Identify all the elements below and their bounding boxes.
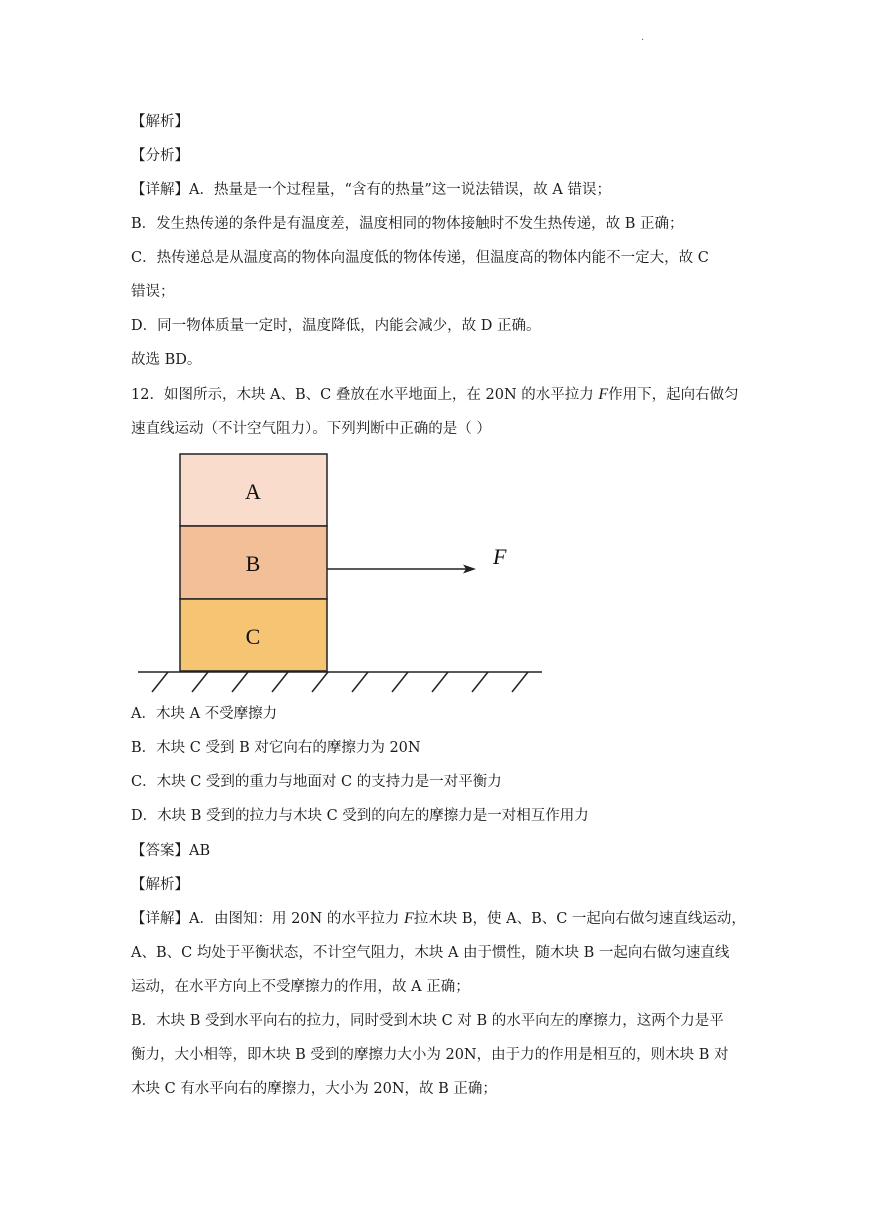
page-marker: . — [641, 32, 645, 43]
hatch-mark — [152, 672, 168, 692]
hatch-mark — [512, 672, 528, 692]
detail-a-text: A．热量是一个过程量，“含有的热量”这一说法错误，故 A 错误； — [189, 182, 611, 198]
block-a-label: A — [245, 479, 261, 504]
stem-text-b: 作用下，起向右做匀 — [608, 387, 739, 403]
stem-text-a: 12．如图所示，木块 A、B、C 叠放在水平地面上，在 20N 的水平拉力 — [131, 387, 599, 403]
answer-detail-b3: 木块 C 有水平向右的摩擦力，大小为 20N，故 B 正确； — [131, 1081, 497, 1097]
answer-force-symbol: F — [403, 910, 414, 927]
hatch-mark — [352, 672, 368, 692]
choice-line: 故选 BD。 — [131, 352, 202, 368]
block-b-label: B — [245, 551, 261, 576]
answer-analysis-heading: 【解析】 — [131, 877, 189, 893]
detail-line-b: B．发生热传递的条件是有温度差，温度相同的物体接触时不发生热传递，故 B 正确； — [131, 216, 684, 232]
hatch-mark — [192, 672, 208, 692]
hatch-mark — [392, 672, 408, 692]
option-a: A．木块 A 不受摩擦力 — [131, 706, 278, 722]
answer-detail-a3: 运动，在水平方向上不受摩擦力的作用，故 A 正确； — [131, 979, 470, 995]
option-b: B．木块 C 受到 B 对它向右的摩擦力为 20N — [131, 740, 421, 756]
option-d: D．木块 B 受到的拉力与木块 C 受到的向左的摩擦力是一对相互作用力 — [131, 808, 589, 824]
answer-label: 【答案】AB — [131, 843, 211, 859]
block-diagram — [138, 443, 548, 697]
answer-a1-text-b: 拉木块 B，使 A、B、C 一起向右做匀速直线运动， — [413, 911, 746, 927]
force-symbol: F — [598, 386, 609, 403]
answer-a1-text-a: A．由图知：用 20N 的水平拉力 — [189, 911, 404, 927]
detail-line-a — [131, 180, 611, 200]
analysis-heading: 【解析】 — [131, 114, 189, 130]
fenxi-heading: 【分析】 — [131, 148, 189, 164]
hatch-mark — [432, 672, 448, 692]
detail-line-c2: 错误； — [131, 284, 175, 300]
answer-detail-a2: A、B、C 均处于平衡状态，不计空气阻力，木块 A 由于惯性，随木块 B 一起向右做匀速直线 — [131, 945, 730, 961]
block-c-label: C — [245, 624, 261, 649]
option-c: C．木块 C 受到的重力与地面对 C 的支持力是一对平衡力 — [131, 774, 502, 790]
detail-prefix: 【详解】 — [131, 182, 189, 198]
answer-detail-b2: 衡力，大小相等，即木块 B 受到的摩擦力大小为 20N，由于力的作用是相互的，则木块 B 对 — [131, 1047, 729, 1063]
force-label: F — [493, 544, 507, 569]
answer-detail-b1: B．木块 B 受到水平向右的拉力，同时受到木块 C 对 B 的水平向左的摩擦力，这两个力是平 — [131, 1013, 724, 1029]
ground-hatching — [152, 672, 528, 692]
hatch-mark — [312, 672, 328, 692]
question-stem-2: 速直线运动（不计空气阻力）。下列判断中正确的是（ ） — [131, 421, 491, 437]
detail-line-c1: C．热传递总是从温度高的物体向温度低的物体传递，但温度高的物体内能不一定大，故 C — [131, 250, 709, 266]
block-diagram-svg — [138, 443, 548, 697]
answer-detail-prefix: 【详解】 — [131, 911, 189, 927]
hatch-mark — [272, 672, 288, 692]
hatch-mark — [232, 672, 248, 692]
hatch-mark — [472, 672, 488, 692]
question-stem-1 — [131, 385, 739, 405]
detail-line-d: D．同一物体质量一定时，温度降低，内能会减少，故 D 正确。 — [131, 318, 541, 334]
answer-detail-a1 — [131, 909, 746, 929]
